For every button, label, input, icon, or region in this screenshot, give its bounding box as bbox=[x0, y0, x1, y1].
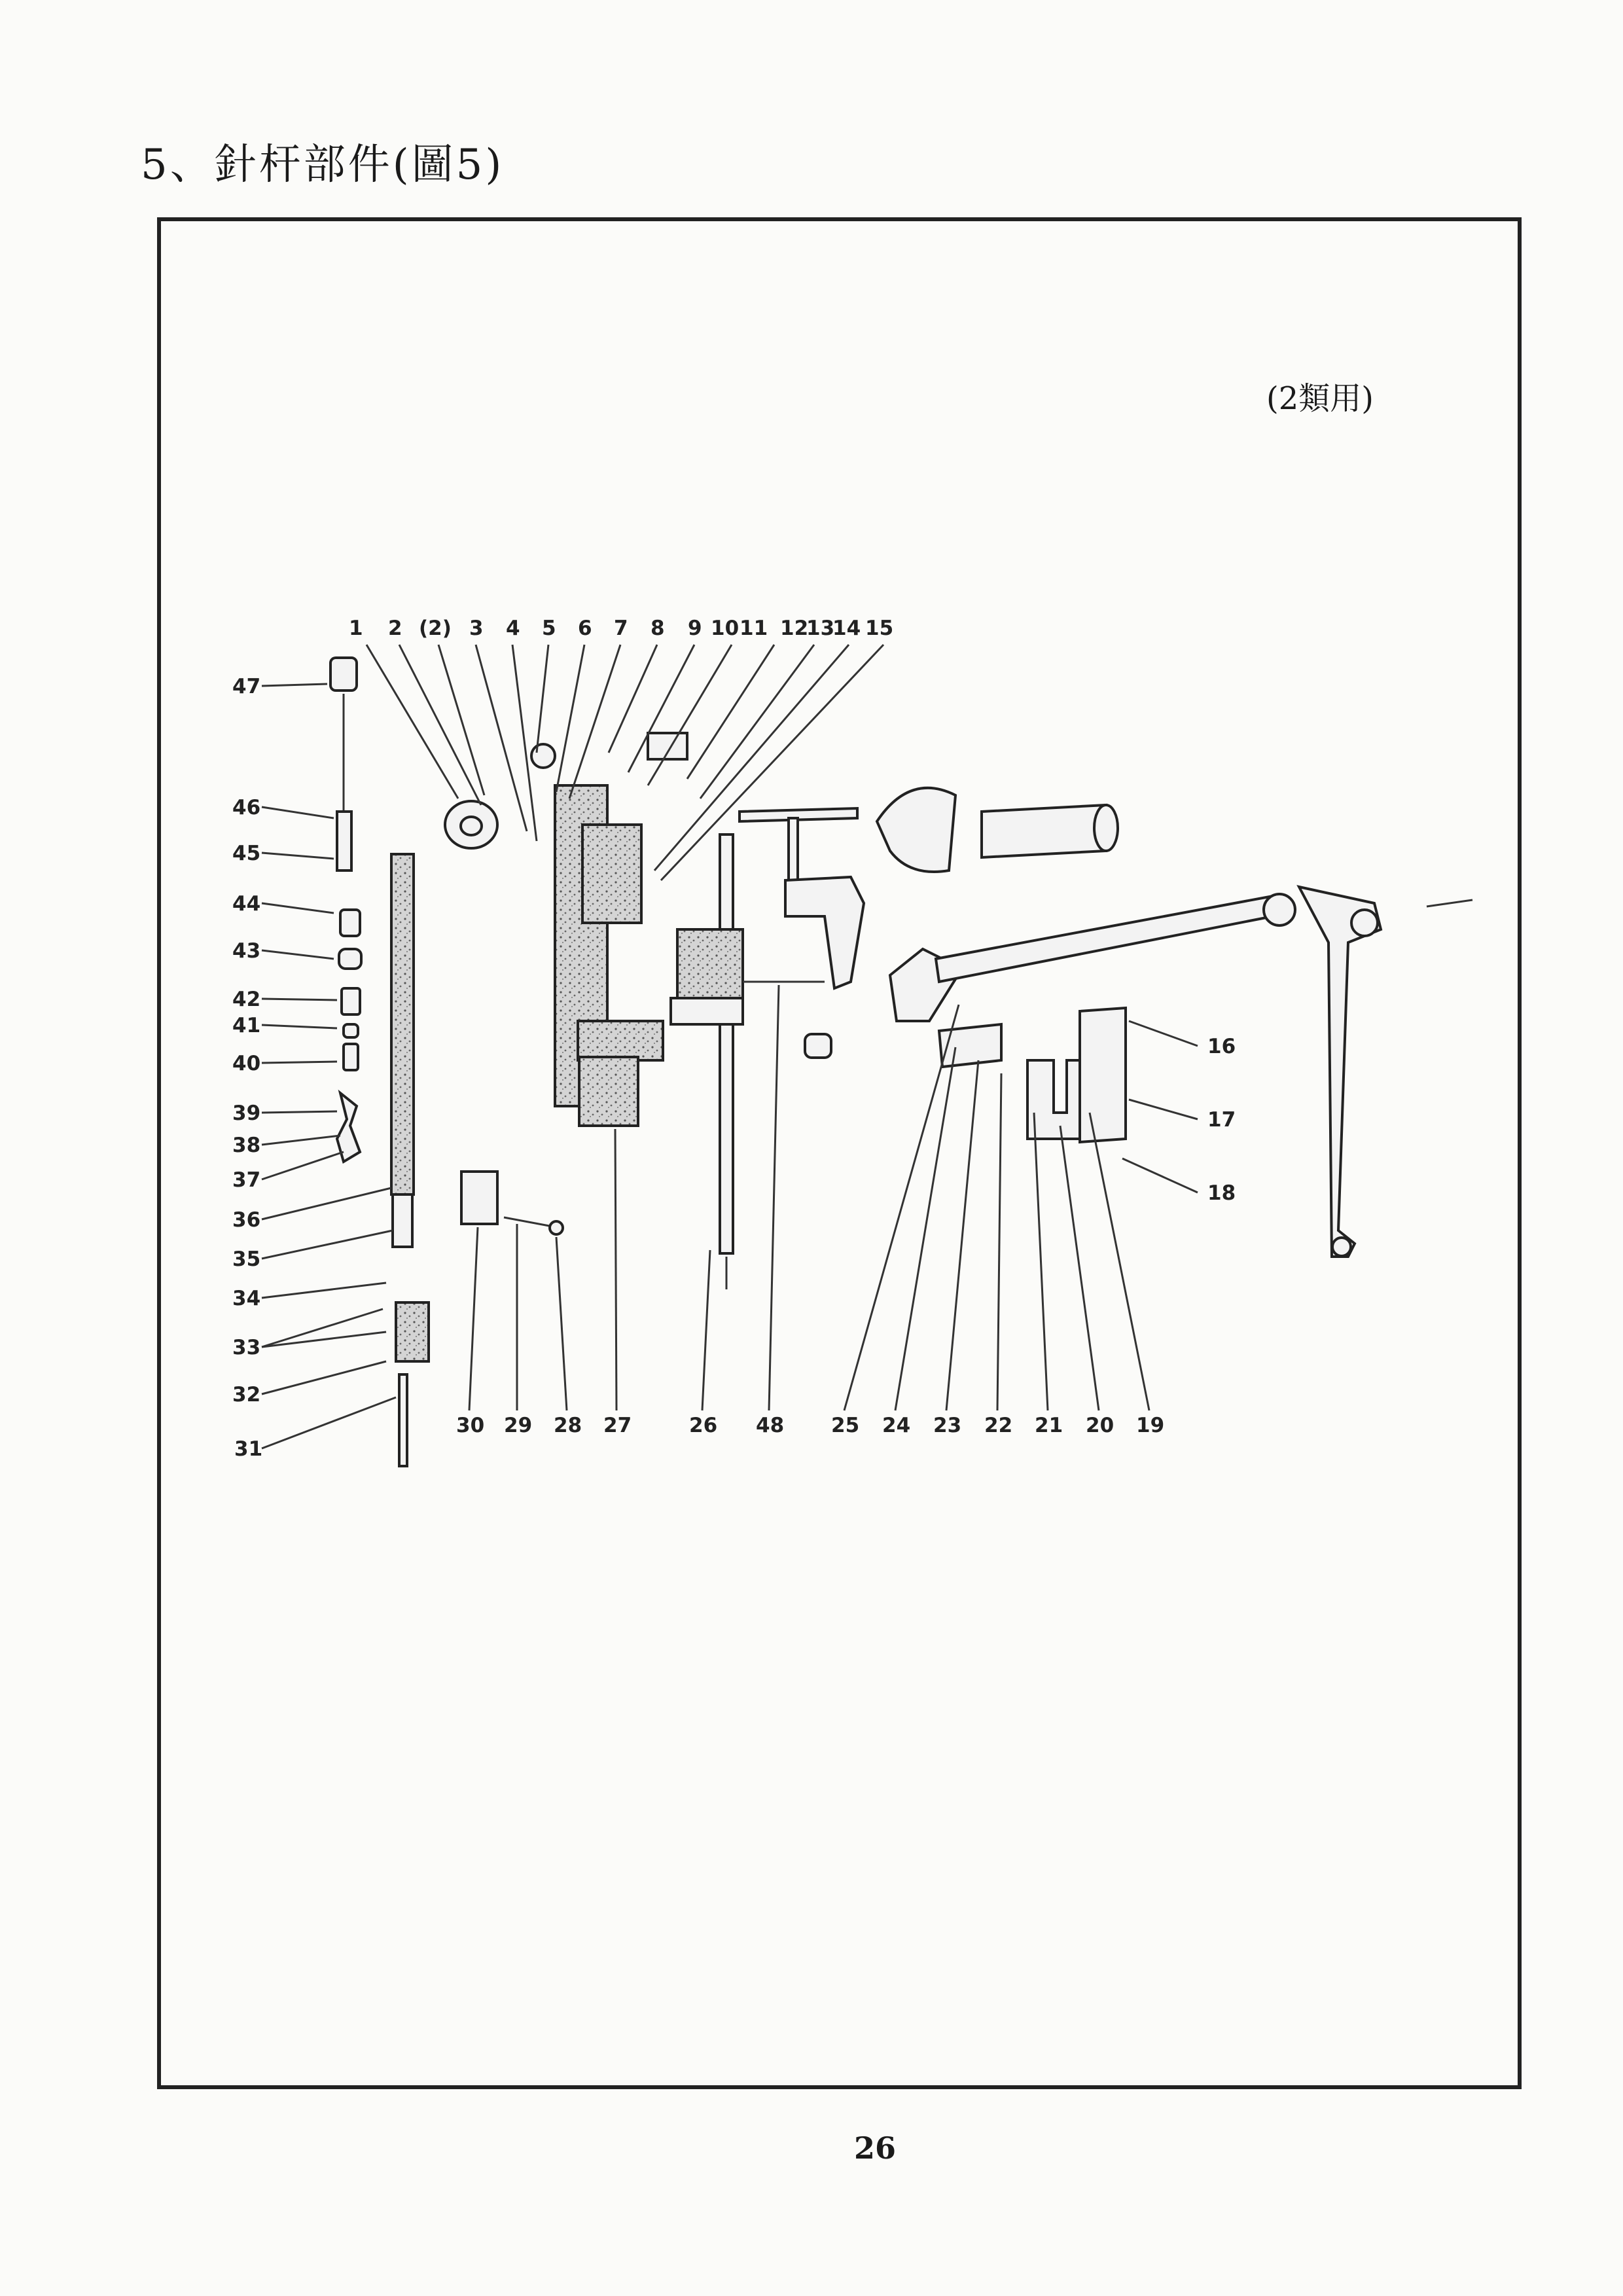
callout-35: 35 bbox=[232, 1247, 261, 1271]
callout-9: 9 bbox=[688, 617, 702, 640]
page-number: 26 bbox=[854, 2130, 897, 2166]
callout-2b: (2) bbox=[419, 617, 452, 640]
callout-48: 48 bbox=[756, 1414, 785, 1437]
callout-22: 22 bbox=[984, 1414, 1013, 1437]
callout-38: 38 bbox=[232, 1134, 261, 1157]
callout-20: 20 bbox=[1086, 1414, 1115, 1437]
callout-42: 42 bbox=[232, 988, 261, 1011]
callout-16: 16 bbox=[1207, 1035, 1236, 1058]
callout-19: 19 bbox=[1136, 1414, 1165, 1437]
callout-47: 47 bbox=[232, 675, 261, 698]
callout-31: 31 bbox=[234, 1437, 263, 1461]
callout-1: 1 bbox=[349, 617, 363, 640]
usage-note: (2類用) bbox=[1266, 380, 1374, 417]
callout-3: 3 bbox=[469, 617, 484, 640]
needle-bar-screw-top bbox=[330, 658, 357, 870]
callout-41: 41 bbox=[232, 1014, 261, 1037]
callout-28: 28 bbox=[554, 1414, 582, 1437]
callout-12: 12 bbox=[780, 617, 809, 640]
callout-6: 6 bbox=[578, 617, 592, 640]
rocker-arm bbox=[1299, 887, 1472, 1257]
callout-17: 17 bbox=[1207, 1108, 1236, 1132]
page-title: 5、針杆部件(圖5) bbox=[141, 141, 505, 189]
callout-13: 13 bbox=[806, 617, 835, 640]
needle-bar-frame bbox=[445, 733, 687, 1126]
callout-8: 8 bbox=[651, 617, 665, 640]
presser-bar-assembly bbox=[671, 834, 743, 1289]
callout-26: 26 bbox=[689, 1414, 718, 1437]
callout-34: 34 bbox=[232, 1287, 261, 1310]
callout-14: 14 bbox=[832, 617, 861, 640]
callout-44: 44 bbox=[232, 892, 261, 916]
callout-5: 5 bbox=[542, 617, 556, 640]
callout-7: 7 bbox=[614, 617, 628, 640]
small-parts-column bbox=[337, 910, 361, 1162]
needle-clamp-plates bbox=[939, 1008, 1126, 1142]
callout-37: 37 bbox=[232, 1168, 261, 1192]
callout-21: 21 bbox=[1035, 1414, 1063, 1437]
needle-bar-rod bbox=[391, 854, 429, 1466]
callout-46: 46 bbox=[232, 796, 261, 819]
callout-45: 45 bbox=[232, 842, 261, 865]
callout-11: 11 bbox=[740, 617, 768, 640]
callout-25: 25 bbox=[831, 1414, 860, 1437]
callout-18: 18 bbox=[1207, 1181, 1236, 1205]
callout-40: 40 bbox=[232, 1052, 261, 1075]
t-lever-assembly bbox=[740, 808, 864, 988]
shaft-and-crank bbox=[805, 788, 1295, 1058]
callout-15: 15 bbox=[865, 617, 894, 640]
callout-39: 39 bbox=[232, 1102, 261, 1125]
callout-29: 29 bbox=[504, 1414, 533, 1437]
callout-4: 4 bbox=[506, 617, 520, 640]
callout-23: 23 bbox=[933, 1414, 962, 1437]
callout-2: 2 bbox=[388, 617, 402, 640]
callout-24: 24 bbox=[882, 1414, 911, 1437]
bracket-and-screw bbox=[461, 1172, 563, 1234]
callout-32: 32 bbox=[232, 1383, 261, 1407]
callout-36: 36 bbox=[232, 1208, 261, 1232]
callout-10: 10 bbox=[711, 617, 740, 640]
callout-43: 43 bbox=[232, 939, 261, 963]
callout-33: 33 bbox=[232, 1336, 261, 1359]
callout-30: 30 bbox=[456, 1414, 485, 1437]
callout-27: 27 bbox=[603, 1414, 632, 1437]
